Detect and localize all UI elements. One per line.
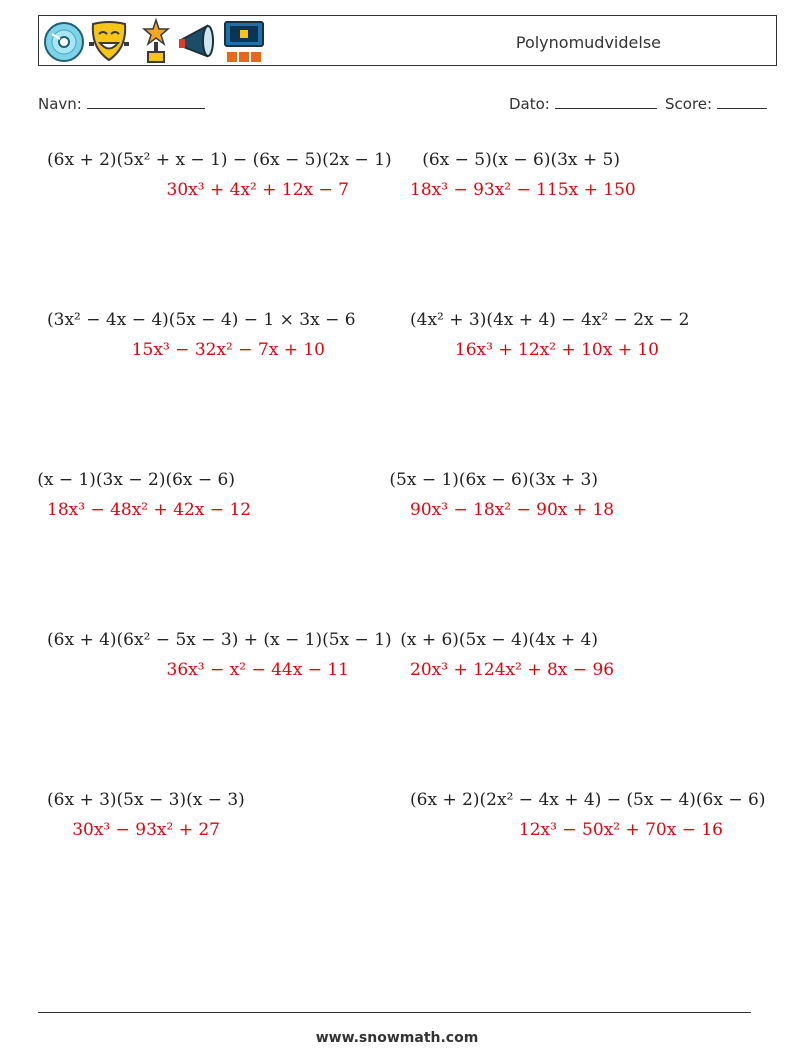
problem-answer: 18x³ − 48x² + 42x − 12 — [47, 500, 252, 520]
problem-expression: (x + 6)(5x − 4)(4x + 4) — [400, 630, 598, 650]
tv-monitor-icon — [223, 18, 267, 64]
problem-expression: (6x + 2)(2x² − 4x + 4) − (5x − 4)(6x − 6) — [410, 790, 766, 810]
date-field — [509, 94, 657, 113]
problem-expression: (3x² − 4x − 4)(5x − 4) − 1 × 3x − 6 — [47, 310, 356, 330]
cd-disc-icon — [43, 18, 87, 64]
problem-expression: (5x − 1)(6x − 6)(3x + 3) — [389, 470, 598, 490]
problem-expression: (x − 1)(3x − 2)(6x − 6) — [37, 470, 235, 490]
problem-answer: 16x³ + 12x² + 10x + 10 — [454, 340, 659, 360]
problem-answer: 90x³ − 18x² − 90x + 18 — [410, 500, 615, 520]
name-blank[interactable] — [87, 94, 205, 109]
problem-answer: 12x³ − 50x² + 70x − 16 — [518, 820, 723, 840]
problem-answer: 18x³ − 93x² − 115x + 150 — [410, 180, 636, 200]
problem-expression: (6x + 4)(6x² − 5x − 3) + (x − 1)(5x − 1) — [47, 630, 392, 650]
name-label: Navn: — [38, 95, 82, 113]
trophy-icon — [141, 18, 171, 64]
problem-answer: 36x³ − x² − 44x − 11 — [166, 660, 349, 680]
score-blank[interactable] — [717, 94, 767, 109]
score-field — [665, 94, 767, 113]
problem-expression: (6x + 2)(5x² + x − 1) − (6x − 5)(2x − 1) — [47, 150, 392, 170]
footer-rule — [38, 1012, 751, 1013]
footer-url[interactable]: www.snowmath.com — [315, 1030, 479, 1046]
problem-answer: 30x³ + 4x² + 12x − 7 — [166, 180, 349, 200]
problem-answer: 30x³ − 93x² + 27 — [72, 820, 220, 840]
date-blank[interactable] — [555, 94, 657, 109]
date-label: Dato: — [509, 95, 550, 113]
header-box — [38, 15, 777, 66]
score-label: Score: — [665, 95, 713, 113]
problem-answer: 15x³ − 32x² − 7x + 10 — [131, 340, 325, 360]
sheet-title: Polynomudvidelse — [515, 33, 661, 52]
problem-expression: (4x² + 3)(4x + 4) − 4x² − 2x − 2 — [410, 310, 690, 330]
problem-expression: (6x + 3)(5x − 3)(x − 3) — [47, 790, 245, 810]
megaphone-icon — [177, 18, 219, 64]
theater-mask-icon — [89, 18, 133, 64]
problem-expression: (6x − 5)(x − 6)(3x + 5) — [422, 150, 620, 170]
name-field — [38, 94, 205, 113]
problem-answer: 20x³ + 124x² + 8x − 96 — [410, 660, 615, 680]
